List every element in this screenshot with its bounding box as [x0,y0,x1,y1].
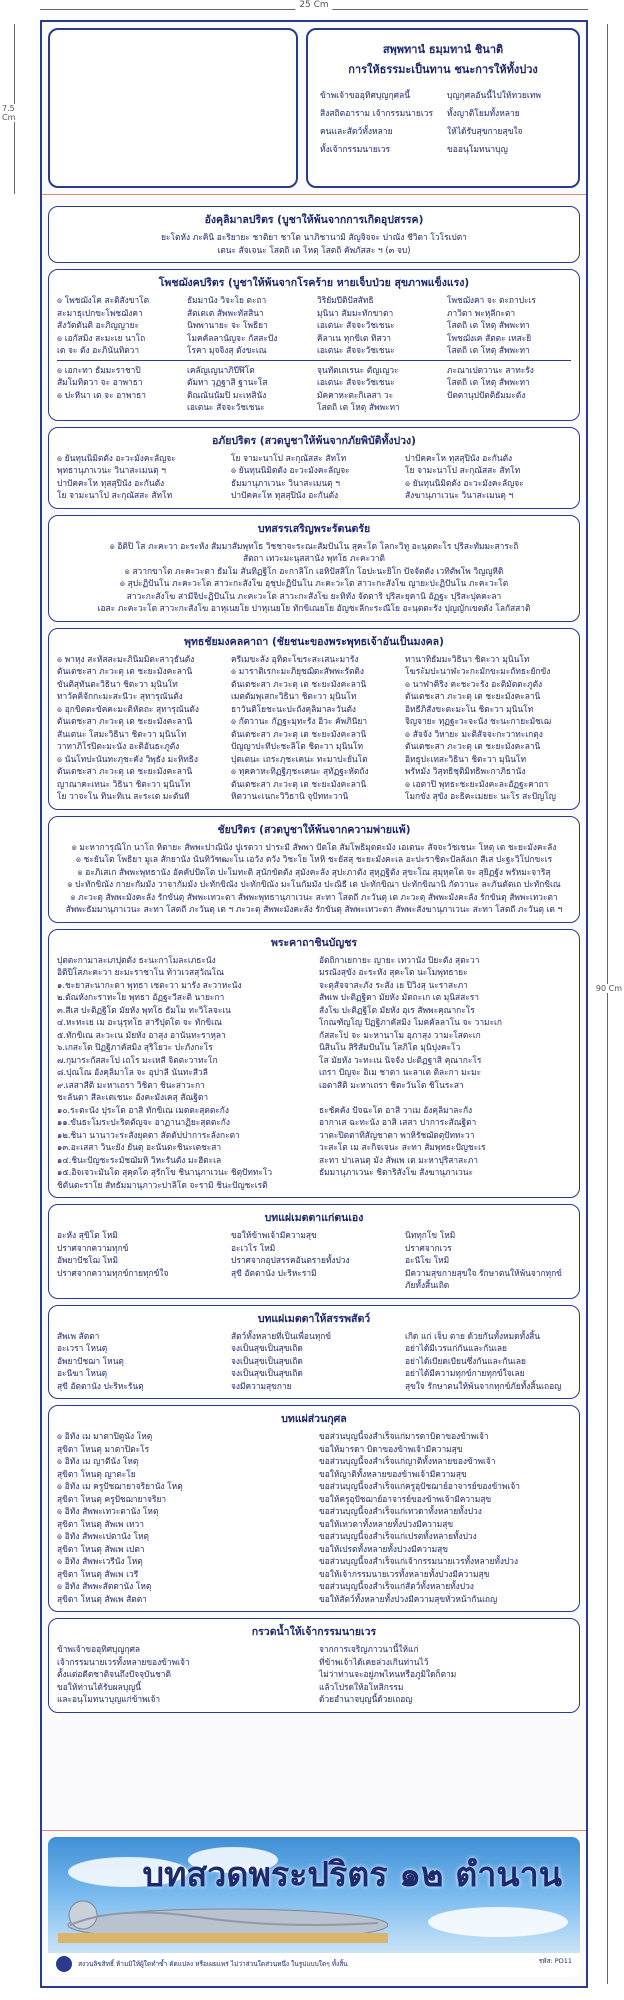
verse-line: เตนะ สัจเจนะ โสตถิ เต โหตุ โสตถิ คัพภัสสะ ฯ (๓ จบ) [217,244,411,255]
verse-line: ปัญญาปะทีปะชะลิโต ชิตะวา มุนินโท [231,741,364,751]
verse-line: อะเวรา โหนตุ [57,1343,108,1353]
verse-line: ขอส่วนบุญนี้จงสำเร็จแก่ครูอุปัชฌาย์อาจารย์ของข้าพเจ้า [319,1481,520,1491]
verse-line: ๏ อิทัง สัพพะสัตตานัง โหตุ [57,1581,152,1591]
section-title: บทแผ่ส่วนกุศล [281,1413,347,1425]
verse-line: ๏ ทุคคาหะทิฏฐิภุชะเคนะ สุทัฏฐะหัตถัง [231,766,369,776]
verse-line: ๏ เอตาปิ พุทธะชะยะมังคะละอัฏฐะคาถา [405,778,549,789]
verse-line: ๏ สัจจัง วิหายะ มะติสัจจะกะวาทะเกตุง [405,728,543,739]
verse-line: ขันติสุทันตะวิธินา ชิตะวา มุนินโท [57,678,178,689]
verse-line: ญาณาคะเทนะ วิธินา ชิตะวา มุนินโท [57,778,191,789]
verse-line: ตันเตชะสา ภะวะตุ เต ชะยะมังคะลานิ [57,766,193,776]
chant-section [48,1305,580,1400]
chant-section [48,816,580,923]
verse-line: ด้วยอำนาจบุญนี้ด้วยเถอญ [319,1694,413,1704]
verse-line: ปาปัคคะโห ทุสสุปินัง อะกันตัง [231,490,339,500]
verse-line: ๏ อิทัง เม ครูปัชฌายาจริยานัง โหตุ [57,1481,183,1491]
verse-line: ๏ อุกขิตตะขัคคะมะติหัตถะ สุทารุณันตัง [57,703,199,714]
verse-line: ตันเตชะสา ภะวะตุ เต ชะยะมังคะลานิ [57,716,193,726]
verse-line: สัพเพ ปะติฏฐิตา มัยหัง มัตถะเก เต มุนิสสะรา [319,992,479,1002]
verse-line: ขอให้ท่านได้รับผลบุญนี้ [57,1681,141,1692]
verse-line [447,401,571,414]
verse-line: ตันเตชะสา ภะวะตุ เต ชะยะมังคะลานิ [405,741,541,751]
verse-line: โย วาจะโน ทินะทิเน สะระเต มะตันที [57,791,190,801]
verse-line: เอตาสีติ มะหาเถรา ชิตะวันโต ชิโนระสา [319,1079,464,1090]
verse-line: ๑๕.อิจเจวะมันโต สุคุตโต สุรักโข ชินานุภาเวนะ ชิตุปัททะโว [57,1167,273,1177]
verse-line: อัตถิกาเยกายะ ญายะ เทวานัง ปิยะตัง สุตะวา [319,954,480,965]
verse-line: สัตว์ทั้งหลายที่เป็นเพื่อนทุกข์ [231,1330,332,1341]
verse-line: สาวะกะสังโฆ สามีจิปะฏิปันโน ภะคะวะโต สาวะกะสังโฆ ยะทิทัง จัตตาริ ปุริสะยุคานิ อัฏฐะ ปุริสะปุคคะลา [126,590,502,601]
verse-line: อะหัง สุขิโต โหมิ [57,1230,118,1240]
verse-grid [57,1330,571,1393]
verse-line: สันเตนะ โสมะวิธินา ชิตะวา มุนินโท [57,728,187,739]
verse-line: โกณฑัญโญ ปิฏฐิภาคัสมิง โมคคัลลาโน จะ วามะเก [319,1017,502,1027]
verse-line: ตันเตชะสา ภะวะตุ เต ชะยะมังคะลานิ [231,778,367,789]
verse-line: ๏ อะภิเสเก สัพพะพุทธานัง อัคคัปปัตโต ปะโมทะติ สุนักขัตตัง สุมังคะลัง สุปะภาตัง สุหุฏฐิตัง สุขะโณ สุมุหุตโต จะ สุยิฏฐัง พรัหมะจาริสุ [77,866,551,877]
publisher-footer [48,1953,580,1977]
verse-line: นิสินโน สิริสัมปันโน โสภิโต มุนิปุงคะโว [319,1042,461,1052]
verse-line: ๏ มะหาการุณิโก นาโถ หิตายะ สัพพะปาณินัง ปูเรตวา ปาระมี สัพพา ปัตโต สัมโพธิมุตตะมัง เอเตนะ สัจจะวัชเชนะ โหตุ เต ชะยะมังคะลัง [71,841,557,852]
cover-height-label: 7.5 Cm [2,104,30,122]
verse-line: ขอให้ครูอุปัชฌาย์อาจารย์ของข้าพเจ้ามีความสุข [319,1493,492,1504]
verse-line: ปราศจากความทุกข์กายทุกข์ใจ [57,1267,169,1278]
photo-box [48,28,298,188]
verse-line: ปัตตานุปปัตติธัมมะตัง [447,389,526,400]
verse-line: ๏ โพชฌังโค สะติสังขาโต [57,295,150,305]
verse-line: เคลัญเญนาภิปีฬิโต [187,364,255,375]
verse-line: นิททุกโข โหมิ [405,1230,456,1240]
verse-line: ปาปัคคะโห ทุสสุปินัง อะกันตัง [405,452,513,463]
verse-line: ๕.ทักขิเณ สะวะเน มัยหัง อาสุง อานันทะราหุลา [57,1029,226,1040]
verse-line: ปุตเตนะ เถระภุชะเคนะ ทะมาปะยันโต [231,753,368,764]
verse-line: ปาปัคคะโห ทุสสุปินัง อะกันตัง [57,477,165,488]
verse-grid [57,1229,571,1292]
verse-line: สะมาธุเปกขะโพชฌังคา [57,307,143,318]
verse-line: อะเวโร โหมิ [231,1242,276,1253]
verse-grid [57,1430,571,1605]
verse-line: เอเตนะ สัจจะวัชเชนะ [187,402,265,412]
verse-grid [57,653,571,803]
verse-line: ขอส่วนบุญนี้จงสำเร็จแก่สัตว์ทั้งหลายทั้งปวง [319,1581,474,1591]
verse-line: มีความสุขกายสุขใจ รักษาตนให้พ้นจากทุกข์ภัยทั้งสิ้นเถิด [405,1267,562,1290]
verse-line: อย่าได้มีความทุกข์กายทุกข์ใจเลย [405,1368,525,1378]
width-dimension [40,0,588,16]
cover-verse-line: ให้ได้รับสุขกายสุขใจ [447,127,523,137]
verse-line: ทานาทิธัมมะวิธินา ชิตะวา มุนินโท [405,653,530,664]
sections [48,206,580,1719]
verse-line: ขอส่วนบุญนี้จงสำเร็จแก่เปรตทั้งหลายทั้งปวง [319,1531,477,1541]
verse-line: ธัมมานุภาเวนะ วินาสะเมนตุ ฯ [231,477,340,488]
verse-line: โย จามะนาโป สะกุณัสสะ สัทโท [57,490,173,500]
chant-section [48,628,580,810]
verse-line: สุขี อัตตานัง ปะริหะรันตุ [57,1380,144,1391]
section-title: อังคุลิมาลปริตร (บูชาให้พ้นจากการเกิดอุปสรรค) [204,214,424,226]
verse-line: สังโฆ ปะติฏฐิโต มัยหัง อุเร สัพพะคุณากะโร [319,1004,475,1015]
fold-line [42,194,586,195]
chant-section [48,206,580,263]
dedication-box [306,28,580,188]
verse-line: ทาวัคคิจักกะมะสะนีวะ สุทารุณันตัง [57,691,183,701]
verse-line: ๏ ยันทุนนิมิตตัง อะวะมังคะลัญจะ [405,477,524,488]
section-title: ชัยปริตร (สวดบูชาให้พ้นจากความพ่ายแพ้) [217,823,411,836]
verse-line: เอเตนะ สัจจะวัชเชนะ [317,377,395,387]
verse-line: ๏ เอกะทา ธัมมะราชาปิ [57,364,141,375]
verse-line: และอนุโมทนาบุญแก่ข้าพเจ้า [57,1694,161,1704]
cover-panel [48,28,580,188]
title-banner [48,1837,580,1977]
verse-line: มัคคาหะตะกิเลสา วะ [317,389,394,400]
verse-line: ๏ สุปะฏิปันโน ภะคะวะโต สาวะกะสังโฆ อุชุปะฏิปันโน ภะคะวะโต สาวะกะสังโฆ ญายะปะฏิปันโน ภะคะวะโต [119,578,509,588]
verse-line: ตัมหา วุฏฐาสิ ฐานะโส [187,377,268,387]
verse-line: อิทธูปะเทสะวิธินา ชิตะวา มุนินโท [405,753,527,764]
verse-line: โพชฌังคา จะ ตะถาปะเร [447,295,536,305]
verse-line: สังฆานุภาเวนะ วินาสะเมนตุ ฯ [405,490,514,500]
verse-line: ๑.ชะยาสะนากะตา พุทธา เชตะวา มารัง สะวาหะนัง [57,979,242,990]
verse-line: โพชฌังเค สัตตะ เทสะยิ [447,332,532,343]
verse-line: ขอให้เทวดาทั้งหลายทั้งปวงมีความสุข [319,1518,454,1529]
cover-verse [320,88,566,156]
verse-line: อย่าได้มีเวรแก่กันและกันเลย [405,1343,507,1353]
verse-line: ภะณาเปตวานะ สาทะรัง [447,364,534,375]
banner-title: บทสวดพระปริตร ๑๒ ตำนาน [142,1855,562,1895]
verse-line: ๏ นันโทปะนันทะภุชะคัง วิพุธัง มะหิทธิง [57,753,198,764]
cover-verse-line: สิงสถิตอาราม เจ้ากรรมนายเวร [320,109,434,119]
verse-grid [57,954,571,1192]
verse-line: ๏ ปะหีนา เต จะ อาพาธา [57,389,147,400]
verse-line: ๏ พาหุง สะหัสสะมะภินิมมิตะสาวุธันตัง [57,653,195,664]
verse-line: กัสสะโป จะ มะหานาโม อุภาสุง วามะโสตะเก [319,1029,481,1040]
verse-line: ตันเตชะสา ภะวะตุ เต ชะยะมังคะลานิ [57,666,193,676]
verse-line: วิริยัมปีติปัสสัทธิ [317,295,374,305]
reclining-buddha-icon [58,1895,388,1945]
verse-line: อัพยาปัชฌา โหนตุ [57,1355,124,1366]
verse-line: ข้าพเจ้าขออุทิศบุญกุศล [57,1644,141,1654]
verse-line: สุขิตา โหนตุ ครูปัชฌายาจริยา [57,1493,167,1504]
verse-line: โย จามะนาโป สะกุณัสสะ สัทโท [405,465,521,475]
verse-line: จงมีความสุขกาย [231,1380,292,1391]
verse-line: ๑๒.ชินา นานาวะระสังยุตตา สัตตัปปาการะลังกะตา [57,1129,240,1140]
verse-line: ขอให้มารดา บิดาของข้าพเจ้ามีความสุข [319,1443,463,1454]
verse-line: สัมโมทิตวา จะ อาพาธา [57,377,143,387]
verse-line: ธาวันติโยชะนะปะถังคุลิมาละวันตัง [231,703,357,714]
verse-line: สุขิตา โหนตุ สัพเพ สัตตา [57,1593,147,1604]
verse-line: จงเป็นสุขเป็นสุขเถิด [231,1368,303,1378]
chant-section [48,1618,580,1713]
verse-line: ๙.เสสาสีติ มะหาเถรา วิชิตา ชินะสาวะกา [57,1079,205,1090]
verse-line: โสตถิ เต โหตุ สัพพะทา [317,402,400,412]
verse-line: ปุตตะกามาละเภปุตตัง ธะนะกาโมละเภธะนัง [57,954,216,965]
verse-line: ตั้งแต่อดีตชาติจนถึงปัจจุบันชาติ [57,1669,171,1679]
verse-line: ๏ อิทัง สัพพะเวรีนัง โหตุ [57,1556,143,1566]
verse-line: ๏ อิทัง เม ญาตีนัง โหตุ [57,1456,139,1466]
verse-grid [57,452,571,502]
verse-line: จะตุสัจจาสะภัง ระสัง เย ปิวิงสุ นะราสะภา [319,979,468,990]
verse-line: สุขิตา โหนตุ สัพเพ เปตา [57,1543,145,1554]
verse-line: ยะโตหัง ภะคินิ อะริยายะ ชาติยา ชาโต นาภิชานามิ สัญจิจจะ ปาณัง ชีวิตา โวโรเปตา [161,232,467,242]
verse-line: ๏ ยันทุนนิมิตตัง อะวะมังคะลัญจะ [57,452,176,463]
section-title: พระคาถาชินบัญชร [270,936,358,949]
verse-line: ๏ อิติปิ โส ภะคะวา อะระหัง สัมมาสัมพุทโธ วิชชาจะระณะสัมปันโน สุคะโต โลกะวิทู อะนุตตะโร ปุริสะทัมมะสาระถิ [109,540,519,551]
verse-line: ขอส่วนบุญนี้จงสำเร็จแก่เจ้ากรรมนายเวรทั้งหลายทั้งปวง [319,1556,519,1566]
verse-line: สุขิตา โหนตุ สัพเพ เทวา [57,1518,144,1529]
cover-verse-line: คนและสัตว์ทั้งหลาย [320,127,393,137]
chant-section [48,515,580,622]
height-label: 90 Cm [595,984,622,993]
verse-line: ๏ อิทัง สัพพะเทวะตานัง โหตุ [57,1506,159,1516]
verse-line: ขอให้เปรตทั้งหลายทั้งปวงมีความสุข [319,1543,448,1554]
verse-line: จงเป็นสุขเป็นสุขเถิด [231,1343,303,1353]
verse-line: โส มัยหัง วะทะเน นิจจัง ปะติฏฐาสิ คุณากะโร [319,1054,482,1065]
verse-line: ภาวิตา พะหุลีกะตา [447,307,516,318]
cloud-shape [428,1907,568,1937]
verse-line: เจ้ากรรมนายเวรทั้งหลายของข้าพเจ้า [57,1656,190,1667]
verse-line: ๏ มาราติเรกะมะภิยุชฌิตะสัพพะรัตติง [231,666,364,676]
verse-line: ชิตันตะราโย สัทธัมมานุภาวะปาลิโต จะรามิ ชินะปัญชะเรติ [57,1179,268,1190]
verse-line: สุขิตา โหนตุ สัพเพ เวรี [57,1568,139,1579]
cover-verse-line: ทั้งเจ้ากรรมนายเวร [320,145,391,155]
section-title: พุทธชัยมงคลคาถา (ชัยชนะของพระพุทธเจ้าอันเป็นมงคล) [184,635,444,648]
cover-subtitle: การให้ธรรมะเป็นทาน ชนะการให้ทั้งปวง [348,63,538,76]
cover-verse-line: บุญกุศลอันนี้ไปให้ทวยเทพ [447,91,542,101]
section-title: กรวดน้ำให้เจ้ากรรมนายเวร [251,1626,377,1638]
verse-line: ขอให้เจ้ากรรมนายเวรทั้งหลายทั้งปวงมีความสุข [319,1568,490,1579]
verse-line: ๏ กัตวานะ กัฏฐะมุทะรัง อิวะ คัพภินียา [231,716,368,726]
verse-line: ๑๔.ชินะปัญชะระมัชฌัมหิ วิหะรันตัง มะฮีตะเล [57,1154,222,1165]
section-title: บทสรรเสริญพระรัตนตรัย [257,522,371,535]
verse-line: โสตถิ เต โหตุ สัพพะทา [447,345,530,355]
verse-line: โสตถิ เต โหตุ สัพพะทา [447,377,530,387]
verse-line: ตันเตชะสา ภะวะตุ เต ชะยะมังคะลานิ [405,691,541,701]
verse-line: ๔.หะทะเย เม อะนุรุทโธ สารีปุตโต จะ ทักขิเณ [57,1017,222,1027]
verse-line: อย่าได้เบียดเบียนซึ่งกันและกันเลย [405,1355,526,1366]
verse-line: ๏ สวากขาโต ภะคะวะตา ธัมโม สันทิฏฐิโก อะกาลิโก เอหิปัสสิโก โอปะนะยิโก ปัจจัตตัง เวทิตัพโพ วิญญูหีติ [124,565,504,576]
section-title: บทแผ่เมตตาให้สรรพสัตว์ [257,1312,371,1325]
verse-line: มรณังสุขัง อะระหัง สุคะโต นะโมพุทธายะ [319,967,468,977]
verse-line: มุนินา สัมมะทักขาตา [317,307,394,318]
verse-line: โย จามะนาโป สะกุณัสสะ สัทโท [231,452,347,463]
verse-grid [57,1643,571,1706]
verse-line: โมกขัง สุขัง อะธิคะเมยยะ นะโร สะปัญโญ [405,791,556,801]
verse-line: พรัหมัง วิสุทธิชุติมิทธิพะกาภิธานัง [405,766,526,776]
verse-line: สุขใจ รักษาตนให้พ้นจากทุกข์ภัยทั้งสิ้นเถอญ [405,1380,562,1391]
verse-line: ๏ ยันทุนนิมิตตัง อะวะมังคะลัญจะ [231,465,350,475]
verse-line: เอเตนะ สัจจะวัชเชนะ [317,320,395,330]
verse-line: เกิด แก่ เจ็บ ตาย ด้วยกันทั้งหมดทั้งสิ้น [405,1330,541,1341]
chant-section [48,427,580,509]
verse-line: ตันเตชะสา ภะวะตุ เต ชะยะมังคะลานิ [231,728,367,739]
verse-line: ไม่ว่าท่านจะอยู่ภพไหนหรือภูมิใดก็ตาม [319,1669,457,1679]
verse-line: ตันเตชะสา ภะวะตุ เต ชะยะมังคะลานิ [231,678,367,689]
verse-line: ๓.สีเส ปะติฏฐิโต มัยหัง พุทโธ ธัมโม ทะวิโลจะเน [57,1004,231,1015]
verse-line: โมคคัลลานัญจะ กัสสะปัง [187,332,278,343]
verse-line: เมตตัมพุเสกะวิธินา ชิตะวา มุนินโท [231,691,357,701]
section-title: อภัยปริตร (สวดบูชาให้พ้นจากภัยพิบัติทั้งปวง) [212,434,416,447]
verse-line: ธัมมานุภาเวนะ ชิตาริสังโฆ สังฆานุภาเวนะ [319,1167,474,1177]
verse-line: โฆระัมปะนาฬะวะกะมักขะมะถัทธะยักขัง [405,666,551,676]
verse-line: ๑๑.ขันธะโมระปะริตตัญจะ อาฏานาฏิยะสุตตะกัง [57,1117,230,1127]
verse-line: เต จะ ตัง อะภินันทิตวา [57,345,140,355]
verse-line: ๖.เกสะโต ปิฏฐิภาคัสมิง สุริโยวะ ปะภังกะโร [57,1042,213,1052]
verse-line: สัตเตเต สัพพะทัสสินา [187,307,264,318]
verse-line: ขอให้ญาติทั้งหลายของข้าพเจ้ามีความสุข [319,1468,467,1479]
verse-line: ขอให้สัตว์ทั้งหลายทั้งปวงมีความสุขทั่วหน้ากันเถญ [319,1593,498,1604]
verse-line: ขอส่วนบุญนี้จงสำเร็จแก่มารดาบิดาของข้าพเจ้า [319,1431,489,1441]
verse-line: ธะชัคคัง ปัจฉะโต อาสิ วาเม อังคุลิมาละกัง [319,1104,473,1115]
verse-line: โสตถิ เต โหตุ สัพพะทา [447,320,530,330]
verse-grid [57,294,571,357]
height-dimension [590,24,624,1984]
verse-line: เอสะ ภะคะวะโต สาวะกะสังโฆ อาหุเนยโย ปาหุเนยโย ทักขิเณยโย อัญชะลีกะระณีโย อะนุตตะรัง ปุญญักเขตตัง โลกัสสาติ [97,603,531,613]
chant-section [48,929,580,1199]
verse-line: ปราศจากอุปสรรคอันตรายทั้งปวง [231,1255,350,1265]
chant-section [48,269,580,421]
verse-line: วาตะปิตตาทิสัญชาตา พาหิรัชฌัตตุปัททะวา [319,1129,475,1140]
section-title: บทแผ่เมตตาแก่ตนเอง [264,1212,364,1224]
verse-line: สะทา ปาเลนตุ มัง สัพเพ เต มะหาปุริสาสะภา [319,1154,478,1165]
verse-line: ขอให้ข้าพเจ้ามีความสุข [231,1230,317,1240]
verse-line: ปราศจากความทุกข์ [57,1242,129,1253]
publisher-logo-icon [56,1956,72,1972]
divider [57,360,571,361]
verse-line: จงเป็นสุขเป็นสุขเถิด [231,1355,303,1366]
verse-line: โรคา มุจจิงสุ ตังขะเณ [187,345,267,355]
verse-line: ติณณันนัมปิ มะเหสินัง [187,389,267,400]
verse-line: ขอส่วนบุญนี้จงสำเร็จแก่ญาติทั้งหลายของข้าพเจ้า [319,1456,496,1466]
width-label: 25 Cm [295,0,332,10]
verse-line: ธัมมานัง วิจะโย ตะถา [187,295,267,305]
verse-line: ชะลันตา สีละเตเชนะ อังคะมังเคสุ สัณฐิตา [57,1092,209,1102]
fold-line [42,1830,586,1831]
verse-line: วะสะโต เม สะกิจเจนะ สะทา สัมพุทธะปัญชะเร [319,1142,486,1152]
verse-line [57,401,181,414]
verse-line: สังวัตตันติ อะภิญญายะ [57,320,140,330]
verse-line [319,1179,571,1192]
verse-line: อะนีฆา โหนตุ [57,1368,108,1378]
verse-line: จากการเจริญภาวนานี้ให้แก่ [319,1644,419,1654]
section-title: โพชฌังคปริตร (บูชาให้พ้นจากโรคร้าย หายเจ็บป่วย สุขภาพแข็งแรง) [158,277,470,289]
chant-card [40,20,588,1988]
verse-line: สัพเพ สัตตา [57,1330,100,1341]
verse-line: หิตวานะเนกะวิวิธานิ จุปัททะวานิ [231,791,349,801]
cover-verse-line: ข้าพเจ้าขออุทิศบุญกุศลนี้ [320,91,411,101]
verse-line: จิญจายะ ทุฏฐะวะจะนัง ชะนะกายะมัชเฌ [405,716,551,726]
verse-line: ๏ อิทัง สัพพะเปตานัง โหตุ [57,1531,149,1541]
verse-line: ที่ข้าพเจ้าได้เคยล่วงเกินท่านไว้ [319,1656,429,1667]
cover-verse-line: ขออนุโมทนาบุญ [447,145,508,155]
cover-pali: สพฺพทานํ ธมฺมทานํ ชินาติ [382,43,504,56]
verse-line: สัตถา เทวะมะนุสสานัง พุทโธ ภะคะวาติ [243,553,385,563]
verse-line: ๏ เอกัสมิง สะมะเย นาโถ [57,332,146,343]
verse-line: สุขิตา โหนตุ มาตาปิตะโร [57,1443,150,1454]
product-code: รหัส: PD11 [538,1957,572,1965]
verse-line: ๑๐.ระตะนัง ปุระโต อาสิ ทักขิเณ เมตตะสุตตะกัง [57,1104,229,1115]
cover-height-dimension [0,24,30,194]
verse-line: วาทาภิโรปิตะมะนัง อะติอันธะภูตัง [57,741,180,751]
chant-section [48,1405,580,1612]
verse-line: ๏ ปะทักขิณัง กายะกัมมัง วาจากัมมัง ปะทักขิณัง ปะทักขิณัง มะโนกัมมัง ปะณิธี เต ปะทักขิณา ปะทักขิณานิ กัตวานะ ละภันตัตเถ ปะทักขิเณ [67,879,561,889]
chant-section [48,1204,580,1299]
verse-line: ขอส่วนบุญนี้จงสำเร็จแก่เทวดาทั้งหลายทั้งปวง [319,1506,482,1516]
verse-line: อัพยาปัชโฌ โหมิ [57,1255,119,1265]
verse-line: พุทธานุภาเวนะ วินาสะเมนตุ ฯ [57,465,166,475]
verse-line: ๘.ปุณโณ อังคุลิมาโล จะ อุปาลี นันทะสีวลี [57,1067,208,1077]
verse-line: นิพพานายะ จะ โพธิยา [187,320,268,330]
verse-grid [57,364,571,414]
verse-line: ๑๓.อะเสสา วินะยัง ยันตุ อะนันตะชินะเตชะสา [57,1142,222,1152]
verse-line: สัพพะธัมมานุภาเวนะ สะทา โสตถี ภะวันตุ เต ฯ ภะวะตุ สัพพะมังคะลัง รักขันตุ สัพพะเทวะตา สัพพะสังฆานุภาเวนะ สะทา โสตถี ภะวันตุ เต ฯ [65,904,563,914]
verse-line: เถรา ปัญจะ อิเม ชาตา นะลาเต ติละกา มะมะ [319,1067,482,1077]
verse-line: ๏ ชะยันโต โพธิยา มูเล สักยานัง นันทิวัฑฒะโน เอวัง ตวัง วิชะโย โหหิ ชะยัสสุ ชะยะมังคะเล อะปะราชิตะปัลลังเก สีเส ปะฐะวิโปกขะเร [75,854,553,864]
verse-line: แล้วโปรดให้อโหสิกรรม [319,1681,404,1692]
verse-line: ๏ ภะวะตุ สัพพะมังคะลัง รักขันตุ สัพพะเทวะตา สัพพะพุทธานุภาเวนะ สะทา โสตถี ภะวันตุ เต ภะวะตุ สัพพะมังคะลัง รักขันตุ สัพพะเทวะตา [70,891,558,902]
verse-line: ๗.กุมาระกัสสะโป เถโร มะเหสี จิตตะวาทะโก [57,1054,218,1065]
verse-line: อิทธีภิสังขะตะมะโน ชิตะวา มุนินโท [405,703,534,714]
verse-line: ครีเมขะลัง อุทิตะโฆระสะเสนะมารัง [231,653,359,664]
verse-line: ปราศจากเวร [405,1242,452,1253]
verse-line: อิติปิโสภะคะวา ยะมะราชาโน ท้าวเวสสุวัณโณ [57,967,224,977]
footer-text: สงวนลิขสิทธิ์ ห้ามมิให้ผู้ใดทำซ้ำ ดัดแปลง หรือเผยแพร่ ไม่ว่าส่วนใดส่วนหนึ่ง ในรูปแบบใดๆ ทั้งสิ้น [78,1960,348,1968]
verse-line: สุขี อัตตานัง ปะริหะรามิ [231,1267,317,1278]
cover-verse-line: ทั้งญาติโยมทั้งหลาย [447,109,520,119]
verse-line: อะนีโฆ โหมิ [405,1255,450,1265]
verse-line: ๏ อิทัง เม มาตาปิตูนัง โหตุ [57,1431,153,1441]
verse-line: คิลาเน ทุกขิเต ทิสวา [317,332,392,343]
verse-line [319,1091,571,1104]
verse-line: ๏ นาฬาคิริง คะชะวะรัง อะติมัตตะภูตัง [405,678,543,689]
verse-line: จุนทัตเถเรนะ ตัญเญวะ [317,364,399,375]
verse-line: สุขิตา โหนตุ ญาตะโย [57,1468,136,1479]
verse-line: เอเตนะ สัจจะวัชเชนะ [317,345,395,355]
verse-line: อากาเส ฉะทะนัง อาสิ เสสา ปาการะสัณฐิตา [319,1117,477,1127]
verse-line: ๒.ตัณหังกะราทะโย พุทธา อัฏฐะวีสะติ นายะกา [57,992,225,1002]
